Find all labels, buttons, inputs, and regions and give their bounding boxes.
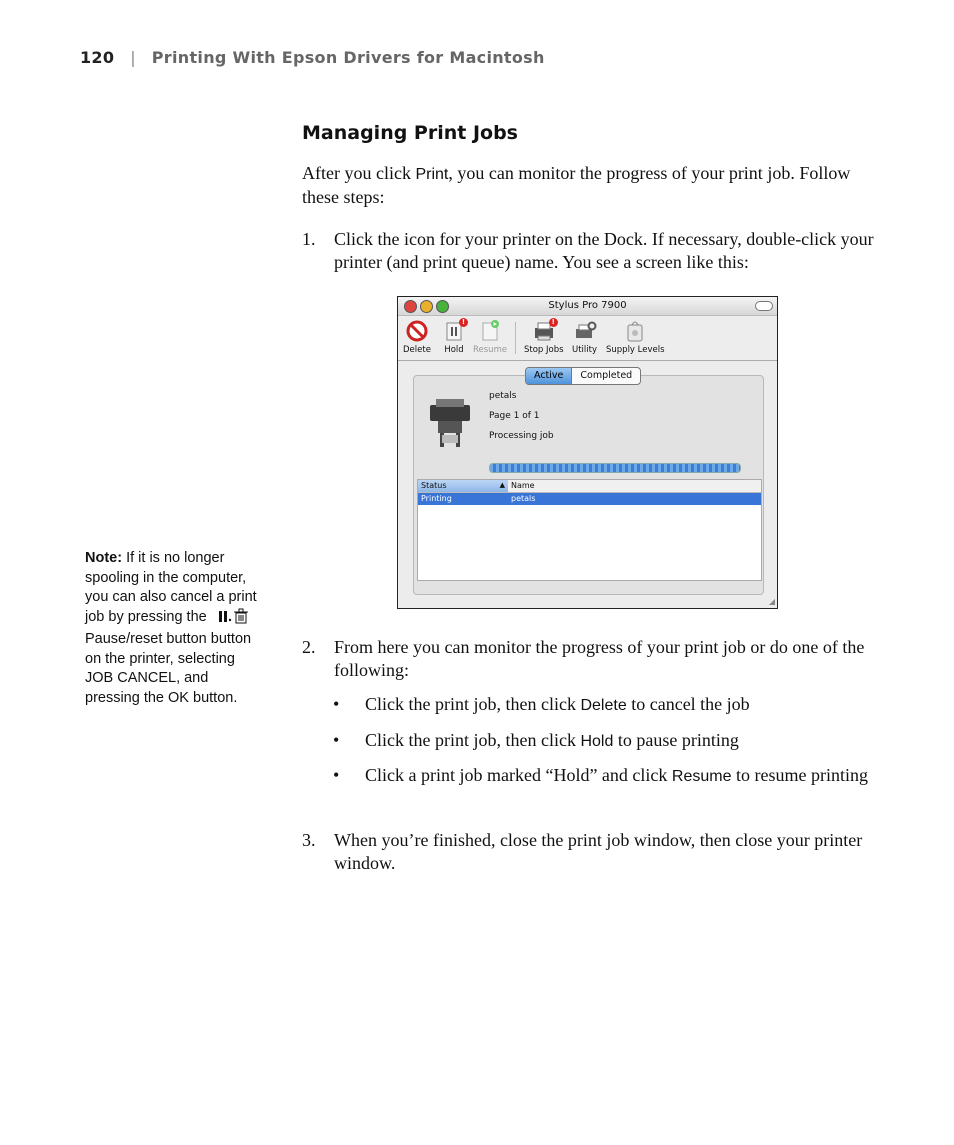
side-note: Note: If it is no longer spooling in the computer, you can also cancel a print job by pressing the Pause/reset button button on the printer, selecting JOB CANCEL, and pressing the OK button. xyxy=(85,550,257,706)
delete-label: Delete xyxy=(403,345,431,355)
row-name: petals xyxy=(511,494,536,503)
bullet-dot: • xyxy=(333,694,340,714)
bullet-resume-text: Click a print job marked “Hold” and click Resume to resume printing xyxy=(365,765,868,785)
intro-paragraph xyxy=(302,162,877,209)
job-status: Processing job xyxy=(489,431,554,441)
toolbar-toggle-icon[interactable] xyxy=(755,301,773,311)
printer-queue-window xyxy=(397,296,778,609)
header-title: Printing With Epson Drivers for Macintosh xyxy=(151,48,545,67)
delete-term: Delete xyxy=(580,697,627,714)
tab-active[interactable]: Active xyxy=(526,368,572,384)
resume-term: Resume xyxy=(671,768,732,785)
sort-ascending-icon: ▲ xyxy=(499,481,505,489)
supply-levels-icon xyxy=(623,319,647,343)
delete-button[interactable] xyxy=(403,319,431,355)
row-status: Printing xyxy=(421,494,452,503)
window-titlebar xyxy=(398,297,777,316)
job-table xyxy=(417,479,762,581)
bullet-dot: • xyxy=(333,730,340,750)
step-2-text: From here you can monitor the progress of your print job or do one of the following: xyxy=(334,637,865,680)
bullet-delete-text: Click the print job, then click Delete to cancel the job xyxy=(365,694,750,714)
step-1 xyxy=(302,228,877,274)
pause-reset-name: Pause/reset xyxy=(85,631,163,647)
window-toolbar xyxy=(398,316,777,361)
utility-button[interactable] xyxy=(572,319,597,355)
section-title: Managing Print Jobs xyxy=(302,122,518,144)
hold-term: Hold xyxy=(580,733,614,750)
intro-text-2: , you can monitor the progress of your print job. Follow these steps: xyxy=(302,163,851,207)
supply-levels-label: Supply Levels xyxy=(606,345,665,355)
intro-ui-term: Print xyxy=(415,166,449,183)
printer-image-icon xyxy=(428,397,472,453)
resume-button[interactable] xyxy=(473,319,507,355)
delete-icon xyxy=(405,319,429,343)
step-3 xyxy=(302,829,877,875)
step-1-number: 1. xyxy=(302,229,316,249)
intro-text-1: After you click xyxy=(302,163,416,183)
step-3-text: When you’re finished, close the print job window, then close your printer window. xyxy=(334,830,863,873)
step-2-number: 2. xyxy=(302,637,316,657)
stop-jobs-label: Stop Jobs xyxy=(524,345,564,355)
printer-stop-icon: ! xyxy=(532,319,556,343)
hold-label: Hold xyxy=(444,345,464,355)
ok-term: OK xyxy=(168,689,189,706)
job-name: petals xyxy=(489,391,517,401)
step-1-text: Click the icon for your printer on the Dock. If necessary, double-click your printer (and print queue) name. You see a screen like this: xyxy=(334,229,874,272)
stop-jobs-button[interactable] xyxy=(524,319,564,355)
hold-button[interactable] xyxy=(442,319,466,355)
table-row[interactable] xyxy=(418,493,761,505)
table-header xyxy=(418,480,761,493)
window-title: Stylus Pro 7900 xyxy=(548,300,627,311)
step-3-number: 3. xyxy=(302,830,316,850)
resize-grip-icon[interactable]: ◢ xyxy=(768,597,775,606)
column-name[interactable] xyxy=(508,480,538,492)
job-page: Page 1 of 1 xyxy=(489,411,540,421)
column-name-label: Name xyxy=(511,481,535,490)
page-number: 120 xyxy=(80,48,115,67)
step-2 xyxy=(302,636,877,682)
utility-icon xyxy=(573,319,597,343)
header-separator: | xyxy=(130,48,136,67)
running-header xyxy=(80,48,545,67)
bullet-resume xyxy=(333,764,878,788)
resume-label: Resume xyxy=(473,345,508,355)
resume-icon xyxy=(478,319,502,343)
column-status-label: Status xyxy=(421,481,447,490)
job-tabs xyxy=(525,367,641,385)
column-status[interactable] xyxy=(418,480,508,492)
pause-reset-icon xyxy=(217,608,251,631)
toolbar-separator xyxy=(515,322,516,354)
bullet-delete xyxy=(333,693,878,717)
supply-levels-button[interactable] xyxy=(606,319,665,355)
utility-label: Utility xyxy=(572,345,598,355)
bullet-hold xyxy=(333,729,878,753)
job-cancel-term: JOB CANCEL xyxy=(85,670,177,686)
note-label: Note: xyxy=(85,550,123,566)
bullet-dot: • xyxy=(333,765,340,785)
hold-icon: ! xyxy=(442,319,466,343)
job-progress-bar xyxy=(489,463,741,473)
tab-completed[interactable]: Completed xyxy=(580,370,633,381)
bullet-hold-text: Click the print job, then click Hold to pause printing xyxy=(365,730,739,750)
